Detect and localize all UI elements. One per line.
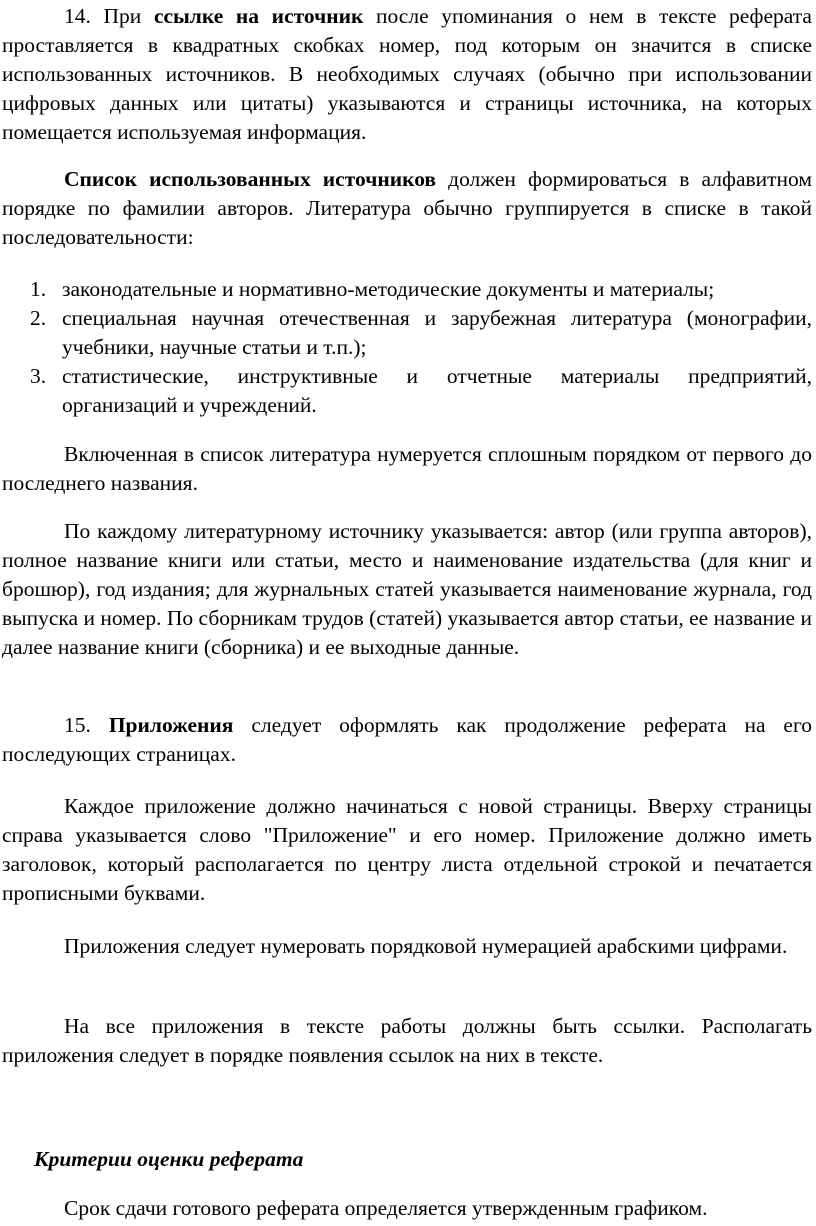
list-item-number: 2. [30, 306, 47, 330]
criteria-heading: Критерии оценки реферата [34, 1147, 304, 1171]
sources-text: должен формироваться в алфавитном порядке по фамилии авторов. Литература обычно группируется в списке в такой последовательности: [2, 167, 812, 249]
paragraph-15-bold-term: Приложения [108, 713, 234, 737]
list-item [2, 275, 812, 304]
sources-bold-term: Список использованных источников [64, 167, 437, 191]
paragraph-each-source: По каждому литературному источнику указывается: автор (или группа авторов), полное название книги или статьи, место и наименование издательства (для книг и брошюр), год издания; для журнальных статей указывается наименование журнала, год выпуска и номер. По сборникам трудов (статей) указывается автор статьи, ее название и далее название книги (сборника) и ее выходные данные. [2, 519, 812, 659]
paragraph-14-number: 14. При [64, 4, 142, 28]
paragraph-appendix-links: На все приложения в тексте работы должны быть ссылки. Располагать приложения следует в порядке появления ссылок на них в тексте. [2, 1014, 812, 1067]
paragraph-each-appendix: Каждое приложение должно начинаться с новой страницы. Вверху страницы справа указывается слово "Приложение" и его номер. Приложение должно иметь заголовок, который располагается по центру листа отдельной строкой и печатается прописными буквами. [2, 794, 812, 905]
paragraph-15-number: 15. [64, 713, 91, 737]
paragraph-15-text: следует оформлять как продолжение реферата на его последующих страницах. [2, 713, 813, 766]
list-item [2, 304, 812, 362]
list-item [2, 362, 812, 420]
paragraph-numbering: Включенная в список литература нумеруется сплошным порядком от первого до последнего названия. [2, 442, 812, 495]
paragraph-14-bold-term: ссылке на источник [153, 4, 364, 28]
paragraph-15-appendices [2, 711, 812, 769]
list-item-text: статистические, инструктивные и отчетные материалы предприятий, организаций и учреждений. [62, 364, 812, 417]
paragraph-14-text: после упоминания о нем в тексте реферата проставляется в квадратных скобках номер, под которым он значится в списке использованных источников. В необходимых случаях (обычно при использовании цифровых данных или цитаты) указываются и страницы источника, на которых помещается используемая информация. [2, 4, 812, 144]
list-item-number: 1. [30, 277, 47, 301]
list-item-text: законодательные и нормативно-методические документы и материалы; [62, 277, 715, 301]
list-item-number: 3. [30, 364, 47, 388]
paragraph-appendix-numbering: Приложения следует нумеровать порядковой нумерацией арабскими цифрами. [64, 934, 788, 958]
paragraph-deadline: Срок сдачи готового реферата определяется утвержденным графиком. [64, 1196, 708, 1220]
sources-order-list [2, 275, 812, 420]
paragraph-sources-list [2, 165, 812, 252]
paragraph-14-citations [2, 2, 812, 147]
list-item-text: специальная научная отечественная и зарубежная литература (монографии, учебники, научные статьи и т.п.); [62, 306, 812, 359]
